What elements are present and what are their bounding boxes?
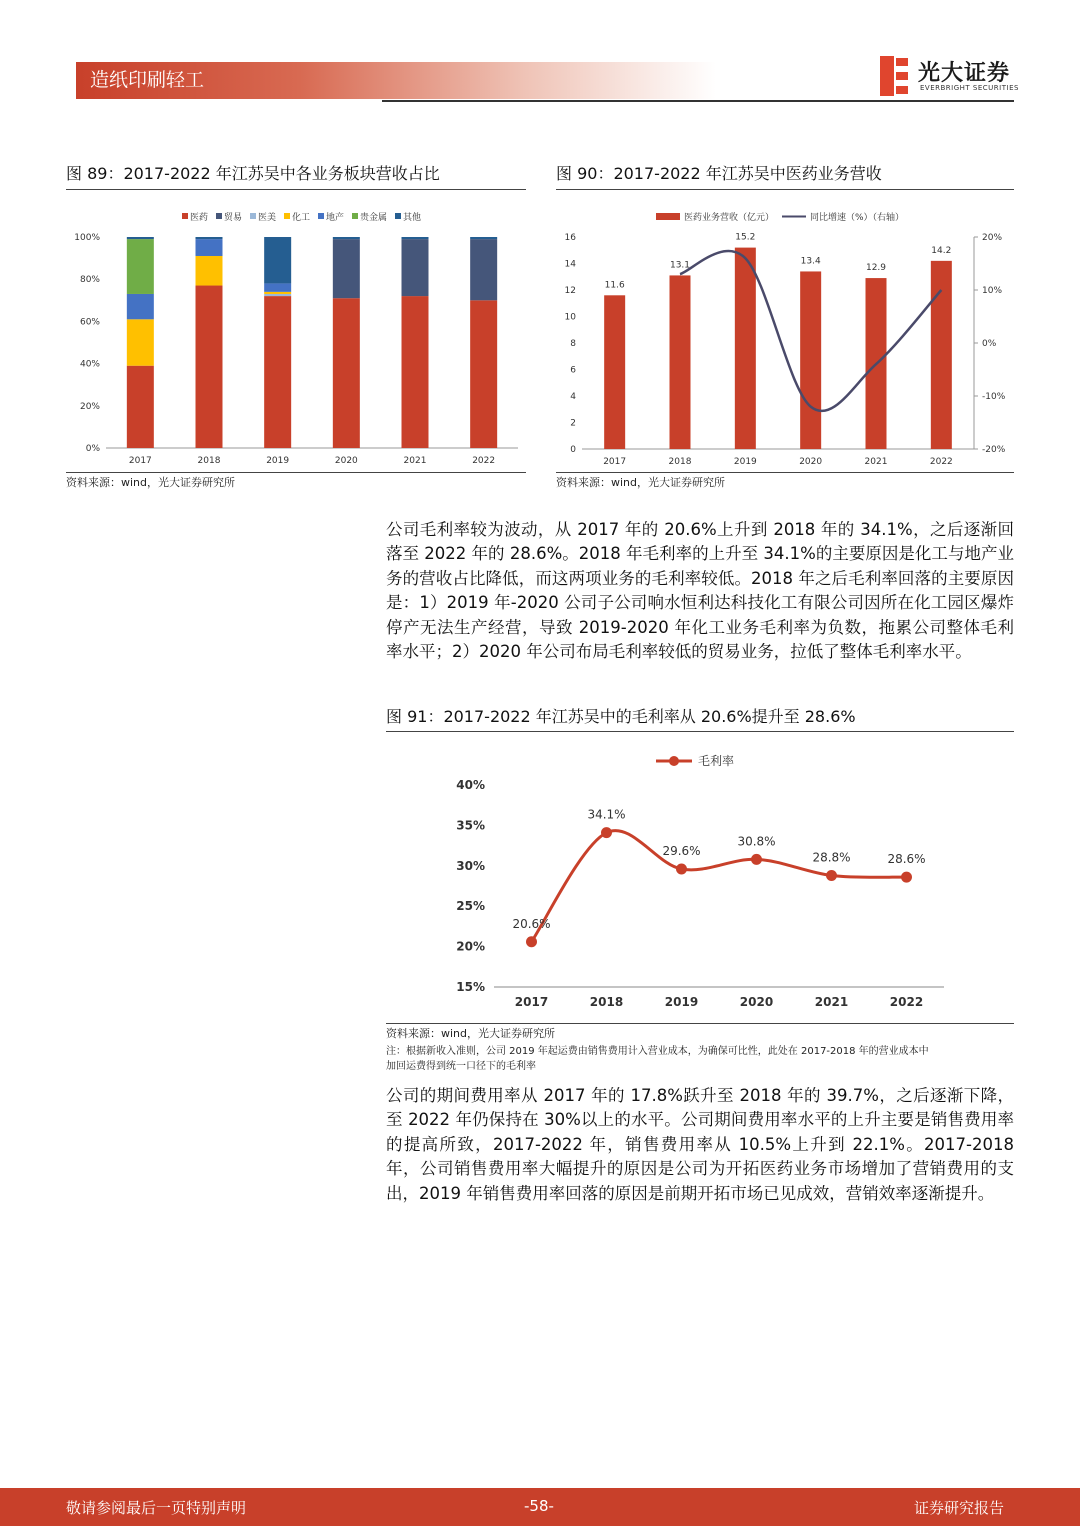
y-tick-label: 35% bbox=[456, 818, 485, 833]
y-right-tick-label: -20% bbox=[982, 445, 1006, 455]
legend-label-1: 贸易 bbox=[224, 213, 243, 223]
fig90-top-rule bbox=[556, 189, 1014, 190]
x-tick-label: 2019 bbox=[664, 995, 699, 1009]
legend-label-4: 地产 bbox=[326, 213, 345, 223]
logo-subtext: EVERBRIGHT SECURITIES bbox=[920, 84, 1019, 92]
fig91-note-cont: 加回运费得到统一口径下的毛利率 bbox=[386, 1061, 536, 1072]
y-right-tick-label: 10% bbox=[982, 286, 1003, 296]
data-point-2019 bbox=[676, 864, 687, 875]
fig91-note: 注：根据新收入准则，公司 2019 年起运费由销售费用计入营业成本，为确保可比性，此处在 2017-2018 年的营业成本中 bbox=[386, 1046, 929, 1057]
bar-segment-2019-4 bbox=[264, 283, 291, 291]
bar-2017 bbox=[604, 295, 625, 449]
x-tick-label: 2022 bbox=[929, 457, 953, 467]
fig91-top-rule bbox=[386, 731, 1014, 732]
legend-label-2: 医美 bbox=[258, 213, 277, 223]
bar-segment-2021-0 bbox=[402, 296, 429, 448]
bar-segment-2017-0 bbox=[127, 366, 154, 448]
legend-swatch-4 bbox=[318, 213, 324, 219]
y-left-tick-label: 12 bbox=[564, 286, 576, 296]
x-tick-label: 2019 bbox=[733, 457, 757, 467]
data-label-2019: 29.6% bbox=[662, 844, 701, 859]
data-point-2021 bbox=[826, 870, 837, 881]
body-paragraph-margin: 公司毛利率较为波动，从 2017 年的 20.6%上升到 2018 年的 34.1%，之后逐渐回落至 2022 年的 28.6%。2018 年毛利率的上升至 34.1%的主要原因是化工与地产业务的营收占比降低，而这两项业务的毛利率较低。2018 年之后毛利率回落的主要原因是：1）2019 年-2020 公司子公司响水恒利达科技化工有限公司因所在化工园区爆炸停产无法生产经营，导致 2019-2020 年化工业务毛利率为负数，拖累公司整体毛利率水平；2）2020 年公司布局毛利率较低的贸易业务，拉低了整体毛利率水平。 bbox=[386, 520, 1014, 662]
bar-segment-2021-6 bbox=[402, 237, 429, 239]
bar-label-2020: 13.4 bbox=[800, 256, 821, 267]
legend-swatch-3 bbox=[284, 213, 290, 219]
bar-segment-2019-2 bbox=[264, 294, 291, 296]
y-tick-label: 30% bbox=[456, 858, 485, 873]
page-number: -58- bbox=[524, 1497, 554, 1515]
bar-segment-2018-3 bbox=[196, 256, 223, 286]
footer-bar bbox=[0, 1488, 1080, 1526]
legend-label-0: 医药 bbox=[190, 213, 209, 223]
x-tick-label: 2021 bbox=[403, 456, 427, 466]
legend-label-line: 同比增速（%）（右轴） bbox=[810, 213, 905, 223]
x-tick-label: 2019 bbox=[266, 456, 290, 466]
x-tick-label: 2017 bbox=[128, 456, 152, 466]
data-point-2017 bbox=[526, 936, 537, 947]
margin-line bbox=[532, 831, 907, 942]
fig90-source: 资料来源：wind，光大证券研究所 bbox=[556, 476, 726, 489]
legend-swatch-0 bbox=[182, 213, 188, 219]
x-tick-label: 2018 bbox=[589, 995, 624, 1009]
y-tick-label: 15% bbox=[456, 980, 485, 994]
y-left-tick-label: 4 bbox=[570, 392, 576, 402]
bar-segment-2022-1 bbox=[470, 239, 497, 300]
y-right-tick-label: 0% bbox=[982, 339, 997, 349]
y-left-tick-label: 0 bbox=[570, 445, 576, 455]
x-tick-label: 2018 bbox=[197, 456, 221, 466]
bar-label-2019: 15.2 bbox=[735, 232, 756, 243]
x-tick-label: 2020 bbox=[739, 995, 774, 1009]
fig89-title: 图 89：2017-2022 年江苏吴中各业务板块营收占比 bbox=[66, 164, 440, 183]
y-left-tick-label: 6 bbox=[570, 365, 576, 376]
fig91-chart bbox=[386, 740, 1014, 1020]
bar-segment-2018-4 bbox=[196, 239, 223, 256]
fig91-title: 图 91：2017-2022 年江苏吴中的毛利率从 20.6%提升至 28.6% bbox=[386, 707, 856, 726]
fig89-chart bbox=[66, 200, 526, 470]
fig90-title: 图 90：2017-2022 年江苏吴中医药业务营收 bbox=[556, 164, 882, 183]
fig90-bottom-rule bbox=[556, 472, 1014, 473]
legend-label-5: 贵金属 bbox=[360, 213, 388, 223]
y-left-tick-label: 16 bbox=[564, 233, 576, 243]
legend-swatch-2 bbox=[250, 213, 256, 219]
data-point-2020 bbox=[751, 854, 762, 865]
header-divider bbox=[382, 100, 1014, 102]
x-tick-label: 2021 bbox=[814, 995, 849, 1009]
bar-segment-2020-1 bbox=[333, 239, 360, 298]
data-label-2022: 28.6% bbox=[887, 852, 926, 867]
body-paragraph-expense: 公司的期间费用率从 2017 年的 17.8%跃升至 2018 年的 39.7%，之后逐渐下降，至 2022 年仍保持在 30%以上的水平。公司期间费用率水平的上升主要是销售费用率的提高所致，2017-2022 年，销售费用率从 10.5%上升到 22.1%。2017-2018 年，公司销售费用率大幅提升的原因是公司为开拓医药业务市场增加了营销费用的支出，2019 年销售费用率回落的原因是前期开拓市场已见成效，营销效率逐渐提升。 bbox=[386, 1086, 1014, 1203]
footer-disclaimer: 敬请参阅最后一页特别声明 bbox=[66, 1499, 247, 1517]
legend-swatch-1 bbox=[216, 213, 222, 219]
x-tick-label: 2022 bbox=[889, 995, 924, 1009]
x-tick-label: 2022 bbox=[472, 456, 496, 466]
bar-2018 bbox=[670, 275, 691, 449]
x-tick-label: 2017 bbox=[603, 457, 627, 467]
data-label-2018: 34.1% bbox=[587, 807, 626, 822]
y-right-tick-label: -10% bbox=[982, 392, 1006, 402]
fig91-bottom-rule bbox=[386, 1023, 1014, 1024]
y-tick-label: 40% bbox=[456, 778, 485, 792]
bar-segment-2022-6 bbox=[470, 237, 497, 239]
data-label-2021: 28.8% bbox=[812, 850, 851, 865]
data-label-2020: 30.8% bbox=[737, 834, 776, 849]
bar-segment-2019-6 bbox=[264, 237, 291, 283]
y-tick-label: 60% bbox=[79, 317, 100, 328]
legend-swatch-6 bbox=[395, 213, 401, 219]
legend-label-6: 其他 bbox=[403, 213, 422, 223]
bar-segment-2022-0 bbox=[470, 300, 497, 448]
fig89-bottom-rule bbox=[66, 472, 526, 473]
bar-2022 bbox=[931, 261, 952, 449]
bar-segment-2018-0 bbox=[196, 286, 223, 448]
footer-report-type: 证券研究报告 bbox=[913, 1499, 1004, 1517]
legend-label-bar: 医药业务营收（亿元） bbox=[684, 213, 775, 223]
bar-segment-2019-3 bbox=[264, 292, 291, 294]
y-tick-label: 20% bbox=[79, 401, 100, 412]
y-tick-label: 80% bbox=[79, 275, 100, 286]
legend-label: 毛利率 bbox=[698, 754, 735, 768]
y-tick-label: 40% bbox=[79, 359, 100, 370]
bar-segment-2020-6 bbox=[333, 237, 360, 239]
bar-segment-2017-3 bbox=[127, 319, 154, 365]
x-tick-label: 2021 bbox=[864, 457, 888, 467]
bar-segment-2017-4 bbox=[127, 294, 154, 319]
section-title: 造纸印刷轻工 bbox=[90, 69, 205, 91]
y-left-tick-label: 14 bbox=[564, 259, 576, 270]
fig90-chart bbox=[556, 200, 1014, 470]
bar-label-2017: 11.6 bbox=[604, 280, 625, 291]
y-tick-label: 0% bbox=[85, 444, 100, 454]
bar-segment-2018-6 bbox=[196, 237, 223, 239]
data-point-2022 bbox=[901, 872, 912, 883]
x-tick-label: 2017 bbox=[514, 995, 549, 1009]
x-tick-label: 2020 bbox=[334, 456, 358, 466]
fig89-top-rule bbox=[66, 189, 526, 190]
fig89-source: 资料来源：wind，光大证券研究所 bbox=[66, 476, 236, 489]
bar-segment-2017-5 bbox=[127, 239, 154, 294]
y-left-tick-label: 8 bbox=[570, 339, 576, 349]
legend-swatch-bar bbox=[656, 213, 680, 220]
x-tick-label: 2020 bbox=[799, 457, 823, 467]
y-tick-label: 25% bbox=[456, 899, 485, 914]
bar-label-2021: 12.9 bbox=[865, 263, 887, 274]
y-left-tick-label: 2 bbox=[570, 418, 576, 429]
y-right-tick-label: 20% bbox=[982, 233, 1003, 243]
legend-label-3: 化工 bbox=[292, 213, 311, 223]
bar-label-2018: 13.1 bbox=[669, 260, 691, 271]
bar-label-2022: 14.2 bbox=[931, 245, 952, 256]
legend-swatch-5 bbox=[352, 213, 358, 219]
data-label-2017: 20.6% bbox=[512, 916, 551, 931]
x-tick-label: 2018 bbox=[668, 457, 692, 467]
fig91-source: 资料来源：wind，光大证券研究所 bbox=[386, 1027, 556, 1040]
data-point-2018 bbox=[601, 827, 612, 838]
logo-icon bbox=[880, 56, 910, 96]
bar-segment-2021-1 bbox=[402, 239, 429, 296]
logo-text: 光大证券 bbox=[918, 61, 1011, 86]
y-tick-label: 20% bbox=[456, 939, 485, 954]
legend-swatch-marker bbox=[669, 756, 679, 766]
bar-segment-2017-6 bbox=[127, 237, 154, 239]
y-left-tick-label: 10 bbox=[564, 312, 576, 323]
bar-2020 bbox=[800, 271, 821, 449]
bar-segment-2020-0 bbox=[333, 298, 360, 448]
bar-2019 bbox=[735, 248, 756, 449]
bar-segment-2019-0 bbox=[264, 296, 291, 448]
y-tick-label: 100% bbox=[74, 233, 100, 243]
